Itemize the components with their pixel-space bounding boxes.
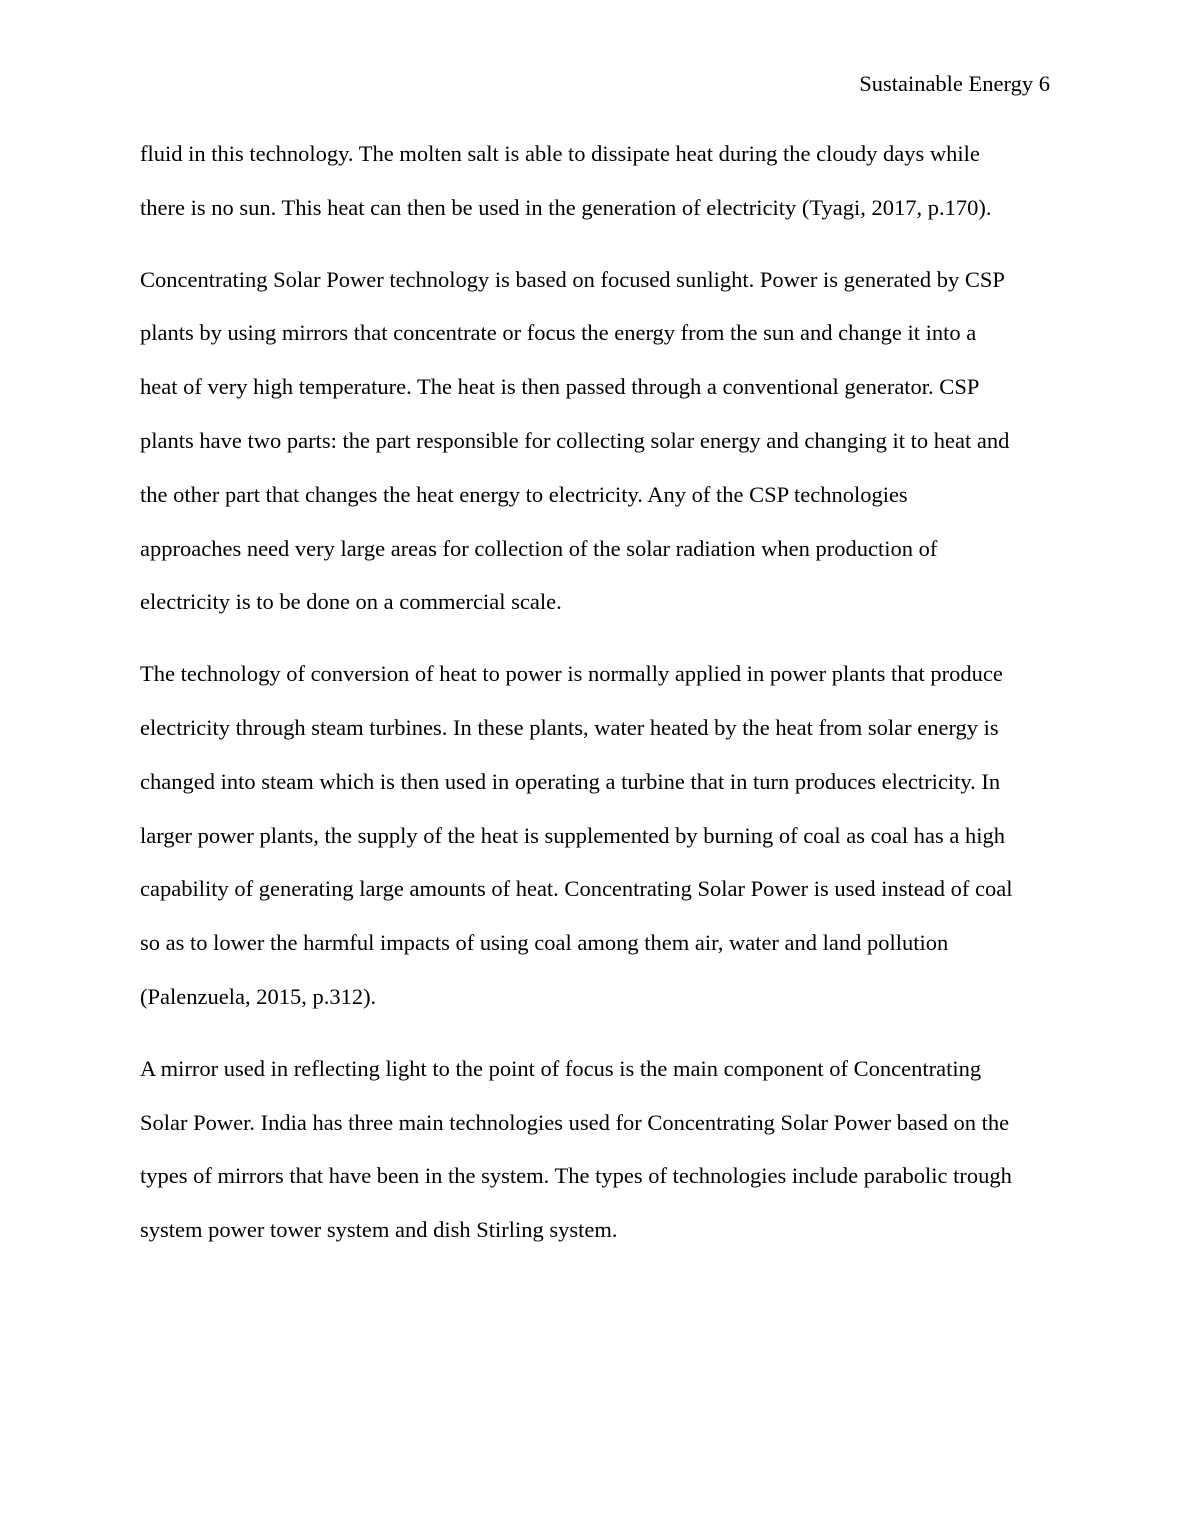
text-line: plants have two parts: the part responsible for collecting solar energy and changing it to heat and — [140, 427, 1010, 453]
text-line: changed into steam which is then used in operating a turbine that in turn produces electricity. In — [140, 768, 1001, 794]
body-text — [140, 127, 1050, 1257]
paragraph-4 — [140, 1042, 1050, 1257]
text-line: electricity is to be done on a commercial scale. — [140, 589, 562, 615]
paragraph-1 — [140, 127, 1050, 235]
text-line: Concentrating Solar Power technology is based on focused sunlight. Power is generated by CSP — [140, 266, 1005, 292]
text-line: A mirror used in reflecting light to the point of focus is the main component of Concentrating — [140, 1055, 982, 1081]
text-line: plants by using mirrors that concentrate or focus the energy from the sun and change it into a — [140, 320, 977, 346]
text-line: The technology of conversion of heat to power is normally applied in power plants that produce — [140, 661, 1003, 687]
text-line: capability of generating large amounts of heat. Concentrating Solar Power is used instead of coal — [140, 876, 1013, 902]
text-line: approaches need very large areas for collection of the solar radiation when production of — [140, 535, 938, 561]
text-line: the other part that changes the heat energy to electricity. Any of the CSP technologies — [140, 481, 908, 507]
text-line: fluid in this technology. The molten salt is able to dissipate heat during the cloudy days while — [140, 141, 980, 166]
text-line: types of mirrors that have been in the system. The types of technologies include parabolic trough — [140, 1163, 1012, 1189]
text-line: Solar Power. India has three main technologies used for Concentrating Solar Power based on the — [140, 1109, 1010, 1135]
text-line: there is no sun. This heat can then be used in the generation of electricity (Tyagi, 2017, p.170). — [140, 194, 992, 220]
paragraph-2 — [140, 253, 1050, 630]
running-head: Sustainable Energy 6 — [859, 71, 1050, 96]
text-line: larger power plants, the supply of the heat is supplemented by burning of coal as coal has a high — [140, 822, 1005, 848]
text-line: system power tower system and dish Stirling system. — [140, 1217, 618, 1243]
text-line: heat of very high temperature. The heat is then passed through a conventional generator. CSP — [140, 374, 980, 400]
text-line: electricity through steam turbines. In these plants, water heated by the heat from solar energy is — [140, 714, 999, 740]
text-line: so as to lower the harmful impacts of using coal among them air, water and land pollution — [140, 930, 949, 956]
paragraph-3 — [140, 647, 1050, 1024]
text-line: (Palenzuela, 2015, p.312). — [140, 983, 377, 1009]
